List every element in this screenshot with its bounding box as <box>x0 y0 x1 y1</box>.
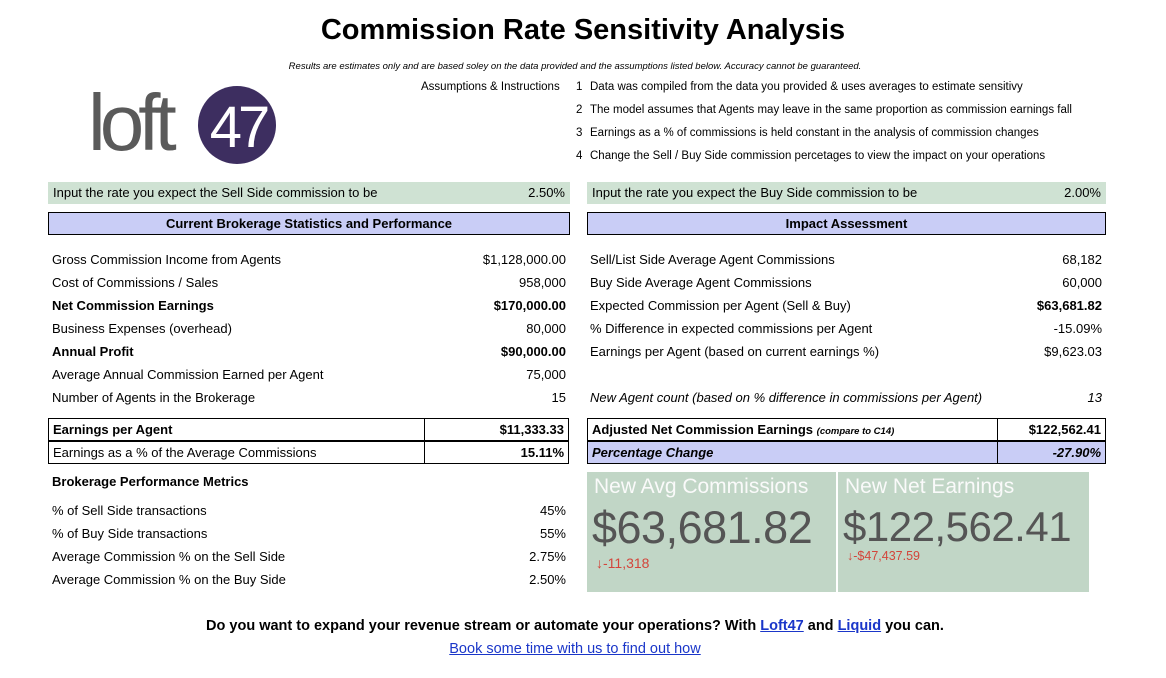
metric-value: 2.50% <box>529 572 566 587</box>
sell-side-rate-input[interactable]: 2.50% <box>528 185 565 200</box>
assumption-text: The model assumes that Agents may leave in the same proportion as commission earnings fall <box>590 104 1072 116</box>
logo-word: loft <box>88 78 171 167</box>
assumption-num: 2 <box>576 104 583 116</box>
stat-value: $1,128,000.00 <box>482 252 566 267</box>
stat-value: 15 <box>551 390 566 405</box>
book-row <box>0 641 1150 657</box>
new-avg-commissions-card <box>587 472 835 592</box>
stat-value: 958,000 <box>519 275 566 290</box>
cta-text <box>0 618 1150 634</box>
loft47-link[interactable]: Loft47 <box>760 618 804 634</box>
buy-side-rate-input-row <box>587 182 1106 204</box>
stat-label: Business Expenses (overhead) <box>52 321 232 336</box>
scorecard-title: New Avg Commissions <box>594 475 809 498</box>
adjusted-earnings-value: $122,562.41 <box>997 418 1106 441</box>
stat-value: 80,000 <box>526 321 566 336</box>
metric-label: % of Sell Side transactions <box>52 503 207 518</box>
assumption-text: Change the Sell / Buy Side commission percetages to view the impact on your operations <box>590 150 1046 162</box>
scorecard-delta-value: -11,318 <box>603 555 650 571</box>
disclaimer-text: Results are estimates only and are based soley on the data provided and the assumptions listed below. Accuracy cannot be guaranteed. <box>288 61 862 72</box>
percentage-change-label: Percentage Change <box>587 441 998 464</box>
impact-assessment-header: Impact Assessment <box>587 212 1106 235</box>
sell-side-rate-input-row <box>48 182 570 204</box>
page-title: Commission Rate Sensitivity Analysis <box>320 14 846 46</box>
stat-value: $170,000.00 <box>493 298 566 313</box>
sell-side-rate-label: Input the rate you expect the Sell Side commission to be <box>53 185 378 200</box>
logo-number: 47 <box>209 95 267 160</box>
impact-label: Sell/List Side Average Agent Commissions <box>590 252 835 267</box>
assumption-text: Earnings as a % of commissions is held constant in the analysis of commission changes <box>590 127 1039 139</box>
impact-value: $9,623.03 <box>1044 344 1102 359</box>
assumptions-label: Assumptions & Instructions <box>421 81 560 93</box>
impact-label: % Difference in expected commissions per Agent <box>590 321 873 336</box>
buy-side-rate-input[interactable]: 2.00% <box>1064 185 1101 200</box>
percentage-change-value: -27.90% <box>997 441 1106 464</box>
metric-label: Average Commission % on the Sell Side <box>52 549 286 564</box>
cta-suffix: you can. <box>885 618 944 634</box>
stat-value: 75,000 <box>526 367 566 382</box>
metrics-title: Brokerage Performance Metrics <box>52 474 249 489</box>
impact-label: Expected Commission per Agent (Sell & Buy) <box>590 298 851 313</box>
adjusted-earnings-label <box>587 418 998 441</box>
down-arrow-icon: ↓ <box>847 549 854 563</box>
buy-side-rate-label: Input the rate you expect the Buy Side commission to be <box>592 185 918 200</box>
impact-value: $63,681.82 <box>1036 298 1102 313</box>
stat-label: Number of Agents in the Brokerage <box>52 390 256 405</box>
stat-value: $90,000.00 <box>500 344 566 359</box>
scorecard-value: $122,562.41 <box>843 503 1072 550</box>
book-time-link[interactable]: Book some time with us to find out how <box>449 641 701 657</box>
scorecard-title: New Net Earnings <box>845 475 1015 498</box>
impact-value: -15.09% <box>1053 321 1102 336</box>
new-net-earnings-card <box>838 472 1089 592</box>
assumption-text: Data was compiled from the data you provided & uses averages to estimate sensitivy <box>590 81 1023 93</box>
assumption-num: 3 <box>576 127 583 139</box>
adjusted-earnings-note: (compare to C14) <box>816 426 895 437</box>
stat-label: Cost of Commissions / Sales <box>52 275 219 290</box>
down-arrow-icon: ↓ <box>596 555 603 571</box>
stat-label: Annual Profit <box>52 344 134 359</box>
scorecard-delta <box>596 555 649 571</box>
metric-value: 45% <box>539 503 566 518</box>
adjusted-earnings-label-text: Adjusted Net Commission Earnings <box>592 422 814 437</box>
loft47-logo <box>88 80 278 170</box>
earnings-per-agent-value: $11,333.33 <box>424 418 569 441</box>
scorecard-delta <box>847 549 920 563</box>
scorecard-delta-value: -$47,437.59 <box>853 549 920 563</box>
earnings-pct-value: 15.11% <box>424 441 569 464</box>
assumption-num: 1 <box>576 81 583 93</box>
impact-value: 60,000 <box>1062 275 1102 290</box>
earnings-pct-label: Earnings as a % of the Average Commissions <box>48 441 425 464</box>
new-agent-count-label: New Agent count (based on % difference in commissions per Agent) <box>590 390 983 405</box>
metric-value: 2.75% <box>529 549 566 564</box>
metric-label: Average Commission % on the Buy Side <box>52 572 286 587</box>
stat-label: Net Commission Earnings <box>52 298 214 313</box>
cta-mid: and <box>807 618 834 634</box>
new-agent-count-value: 13 <box>1087 390 1102 405</box>
assumption-num: 4 <box>576 150 583 162</box>
impact-value: 68,182 <box>1062 252 1102 267</box>
cta-prefix: Do you want to expand your revenue stream or automate your operations? With <box>206 618 757 634</box>
scorecard-panel <box>587 472 1089 592</box>
liquid-link[interactable]: Liquid <box>837 618 882 634</box>
current-stats-header: Current Brokerage Statistics and Performance <box>48 212 570 235</box>
scorecard-value: $63,681.82 <box>592 502 813 553</box>
stat-label: Gross Commission Income from Agents <box>52 252 282 267</box>
stat-label: Average Annual Commission Earned per Agent <box>52 367 324 382</box>
metric-label: % of Buy Side transactions <box>52 526 208 541</box>
metric-value: 55% <box>539 526 566 541</box>
impact-label: Buy Side Average Agent Commissions <box>590 275 812 290</box>
impact-label: Earnings per Agent (based on current earnings %) <box>590 344 880 359</box>
earnings-per-agent-label: Earnings per Agent <box>48 418 425 441</box>
